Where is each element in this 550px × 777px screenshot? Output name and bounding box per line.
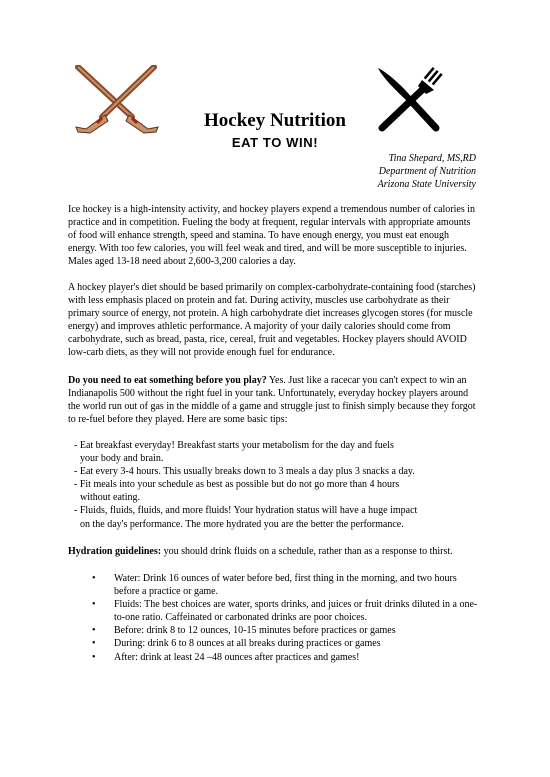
hydration-item-fluids: • Fluids: The best choices are water, sports drinks, and juices or fruit drinks diluted in a one-to-one ratio. Caffeinated or carbonated drinks are poor choices. — [92, 598, 482, 624]
hydration-item-during: • During: drink 6 to 8 ounces at all breaks during practices or games — [92, 637, 482, 650]
tip-item — [74, 504, 479, 530]
tip-item — [74, 465, 479, 478]
page-title: Hockey Nutrition — [204, 110, 346, 131]
author-name: Tina Shepard, MS,RD — [388, 153, 476, 164]
intro-paragraph-1: Ice hockey is a high-intensity activity, and hockey players expend a tremendous number of calories in practice and in competition. Fueling the body at frequent, regular intervals with appropriate amounts of food will enhance strength, speed and stamina. To have enough energy, you must eat enough energy. With too few calories, you will feel weak and tired, and will be more susceptible to injuries. Males aged 13-18 need about 2,600-3,200 calories a day. — [68, 204, 475, 268]
intro-paragraph-2: A hockey player's diet should be based primarily on complex-carbohydrate-containing food (starches) with less emphasis placed on protein and fat. During activity, muscles use carbohydrate as their primary source of energy, not protein. A high carbohydrate diet increases glycogen stores (for muscle energy) and improves athletic performance. A majority of your daily calories should come from carbohydrate, such as bread, pasta, rice, cereal, fruit and vegetables. Hockey players should AVOID low-carb diets, as they will not provide enough fuel for endurance. — [68, 282, 476, 359]
before-play-heading: Do you need to eat something before you play? — [68, 375, 267, 386]
hydration-heading: Hydration guidelines: — [68, 546, 162, 557]
tips-list — [74, 439, 479, 531]
hydration-intro — [68, 545, 478, 558]
tip-line: - Fluids, fluids, fluids, and more fluids! Your hydration status will have a huge impact — [74, 505, 418, 517]
author-university: Arizona State University — [377, 179, 476, 190]
page-subtitle: EAT TO WIN! — [231, 135, 319, 150]
author-department: Department of Nutrition — [378, 166, 476, 177]
hydration-item-after: • After: drink at least 24 –48 ounces after practices and games! — [92, 651, 482, 664]
hydration-text: you should drink fluids on a schedule, rather than as a response to thirst. — [161, 546, 453, 557]
tip-line: - Eat every 3-4 hours. This usually breaks down to 3 meals a day plus 3 snacks a day. — [74, 466, 415, 478]
tip-item — [74, 439, 479, 465]
author-block — [340, 152, 476, 191]
hydration-item-before: • Before: drink 8 to 12 ounces, 10-15 minutes before practices or games — [92, 624, 482, 637]
before-play-paragraph — [68, 374, 478, 426]
tip-item — [74, 478, 479, 504]
tip-line-continued: without eating. — [80, 492, 140, 504]
tip-line-continued: on the day's performance. The more hydrated you are the better the performance. — [80, 518, 404, 530]
hydration-item-water: • Water: Drink 16 ounces of water before bed, first thing in the morning, and two hours before a practice or game. — [92, 572, 482, 598]
tip-line-continued: your body and brain. — [80, 453, 164, 465]
tip-line: - Eat breakfast everyday! Breakfast starts your metabolism for the day and fuels — [74, 440, 394, 451]
hydration-list — [92, 572, 482, 664]
before-play-text: Yes. Just like a racecar you can't expect to win an Indianapolis 500 without the right fuel in your tank. Unfortunately, everyday hockey players around the world run out of gas in the middle of a game and struggle just to finish simply because they forgot to re-fuel before they played. Here are some basic tips: — [68, 375, 476, 426]
tip-line: - Fit meals into your schedule as best as possible but do not go more than 4 hours — [74, 479, 400, 491]
